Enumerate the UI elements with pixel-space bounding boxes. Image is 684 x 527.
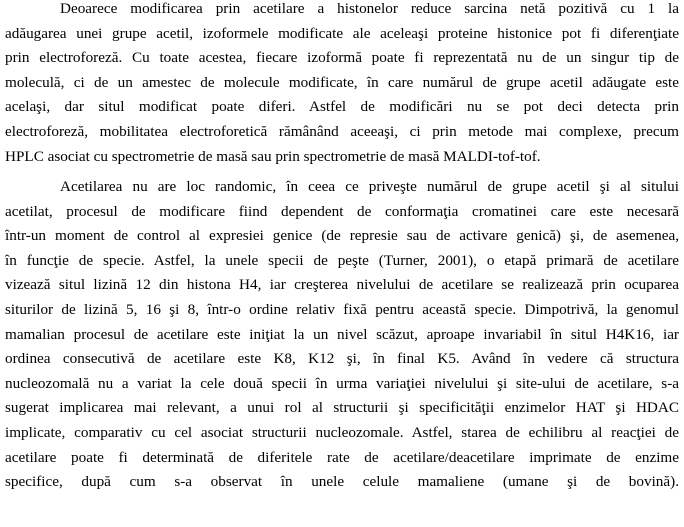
text-line: specifice, după cum s-a observat în unele celule mamaliene (umane şi de bovină). [5, 473, 679, 491]
text-line: acetilare poate fi determinată de diferitele rate de acetilare/deacetilare imprimate de enzime [5, 448, 679, 466]
text-line: prin electroforeză. Cu toate acestea, fiecare izoformă poate fi reprezentată nu de un singur tip de [5, 49, 679, 67]
text-line: siturilor de lizină 5, 16 şi 8, într-o ordine relativ fixă pentru această specie. Dimpotrivă, la genomul [5, 300, 679, 318]
text-line: implicate, comparativ cu cel asociat structurii nucleozomale. Astfel, starea de echilibru al reacţiei de [5, 423, 679, 441]
text-line: ordinea consecutivă de acetilare este K8, K12 şi, în final K5. Având în vedere că structura [5, 350, 679, 368]
text-line: HPLC asociat cu spectrometrie de masă sau prin spectrometrie de masă MALDI-tof-tof. [5, 147, 541, 165]
text-line: vizează situl lizină 12 din histona H4, iar creşterea nivelului de acetilare se realizează prin ocuparea [5, 276, 679, 294]
text-line: nucleozomală nu a variat la cele două specii în urma variaţiei nivelului şi site-ului de acetilare, s-a [5, 374, 679, 392]
paragraph-2 [5, 175, 679, 519]
text-line: acetilat, procesul de modificare fiind dependent de conformaţia cromatinei care este necesară [5, 202, 679, 220]
text-line: moleculă, ci de un amestec de molecule modificate, în care numărul de grupe acetil adăugate este [5, 73, 679, 91]
text-line: sugerat implicarea mai relevant, a unui rol al structurii şi specificităţii enzimelor HAT şi HDAC [5, 399, 679, 417]
text-line: Acetilarea nu are loc randomic, în ceea ce priveşte numărul de grupe acetil şi al sitului [60, 178, 679, 195]
text-line: în funcţie de specie. Astfel, la unele specii de peşte (Turner, 2001), o etapă primară de acetilare [5, 251, 679, 269]
text-line: într-un moment de control al expresiei genice (de represie sau de activare genică) şi, de asemenea, [5, 227, 679, 245]
text-line: electroforeză, mobilitatea electroforetică rămânând aceeaşi, ci prin metode mai complexe, precum [5, 122, 679, 140]
text-line: Deoarece modificarea prin acetilare a histonelor reduce sarcina netă pozitivă cu 1 la [60, 0, 679, 17]
text-line: adăugarea unei grupe acetil, izoformele modificate ale aceleaşi proteine histonice pot fi diferenţiate [5, 24, 679, 42]
text-line: acelaşi, dar situl modificat poate diferi. Astfel de modificări nu se pot deci detecta prin [5, 98, 679, 116]
text-line [5, 495, 679, 520]
text-line: mamalian procesul de acetilare este iniţiat la un nivel scăzut, aproape invariabil în situl H4K16, iar [5, 325, 679, 343]
paragraph-1 [5, 0, 679, 169]
